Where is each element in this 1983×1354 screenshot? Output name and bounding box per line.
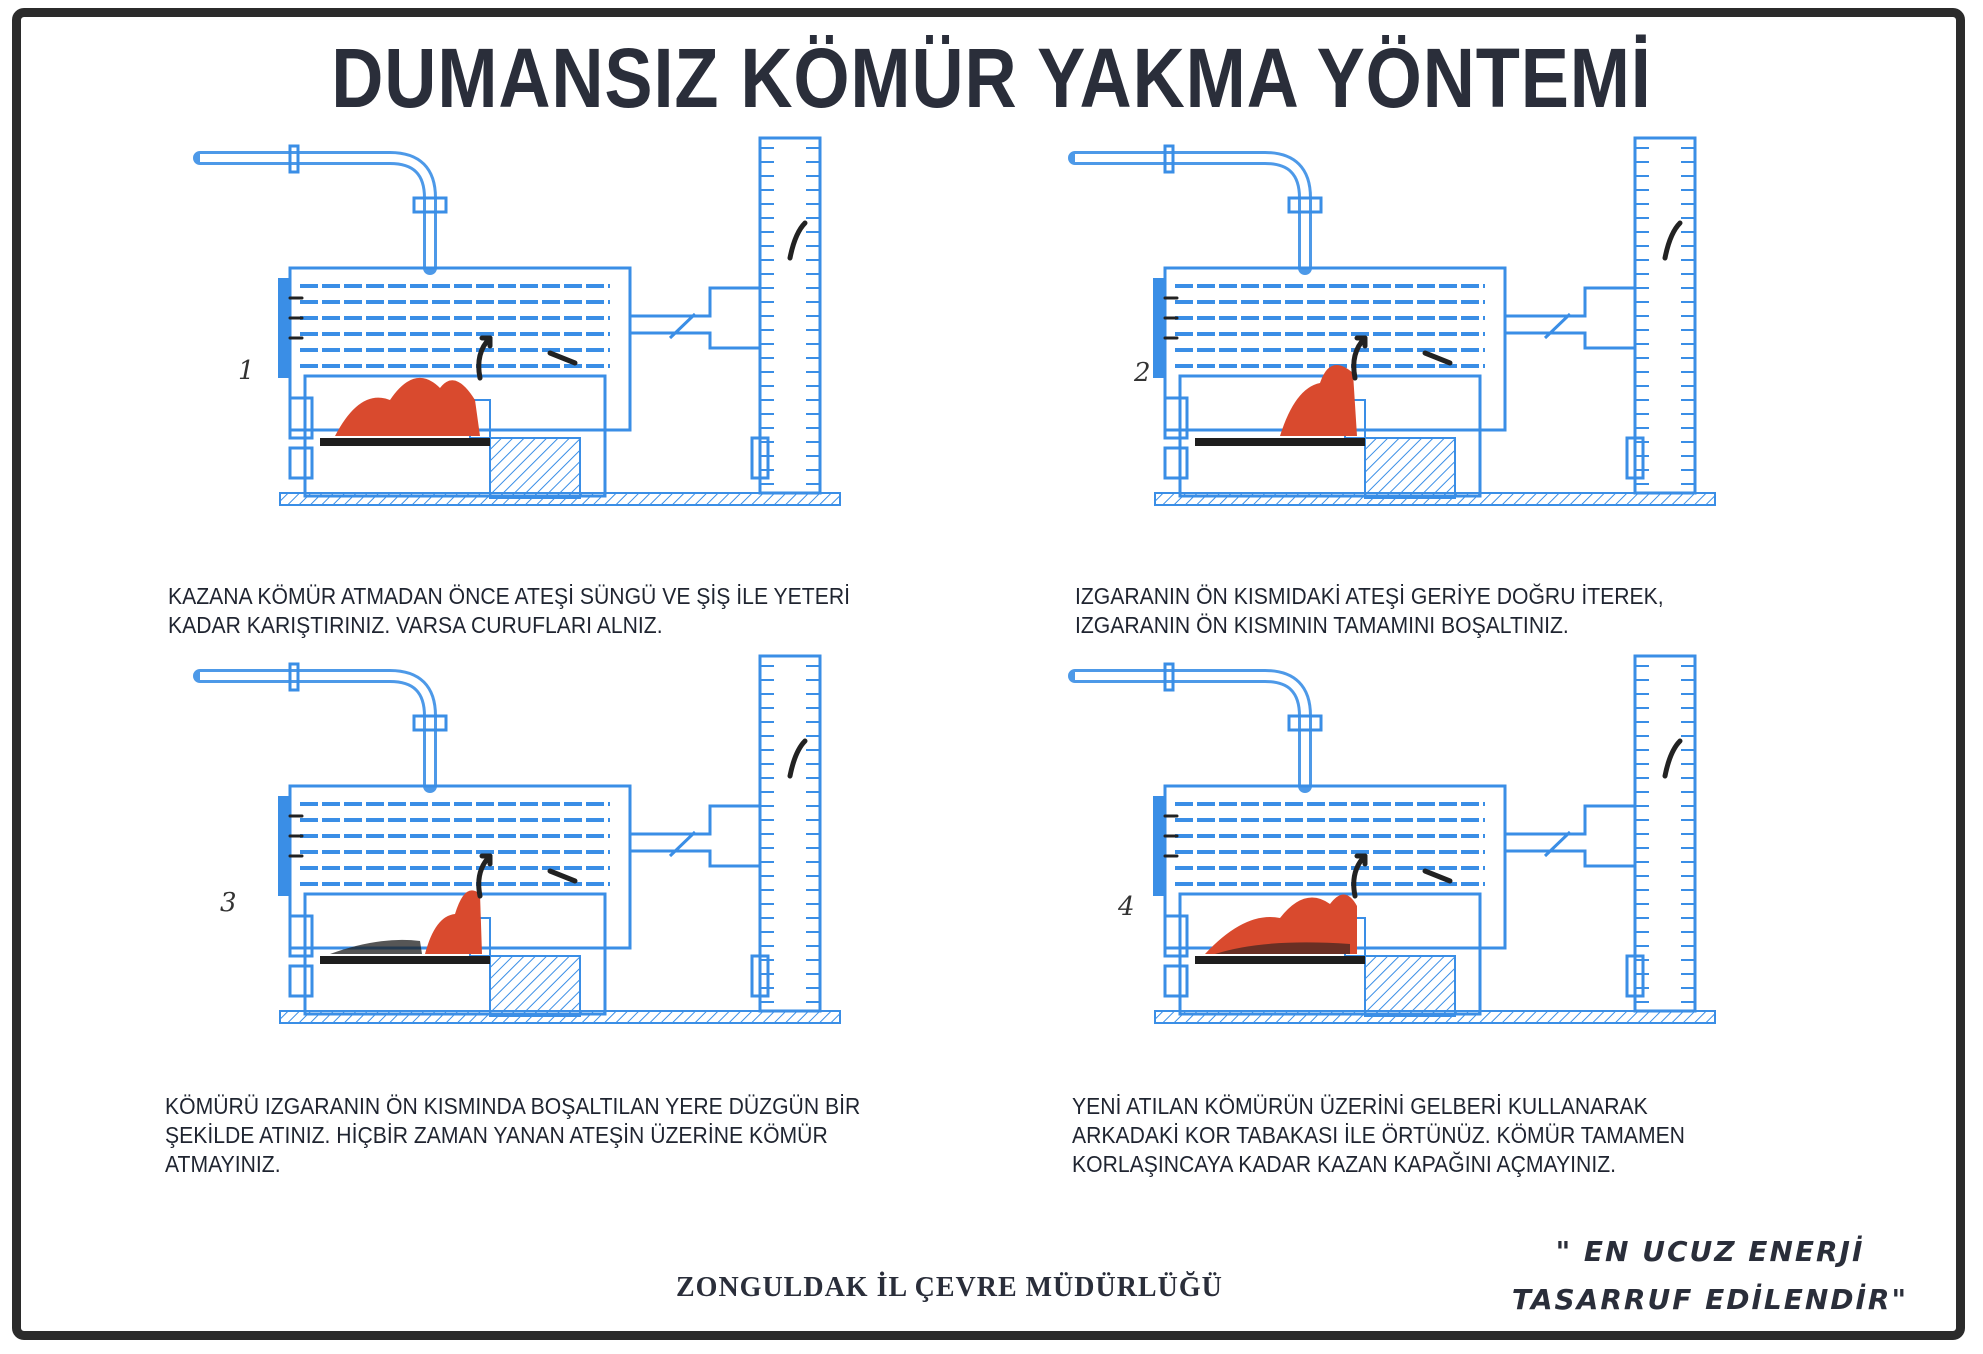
step-caption-1: KAZANA KÖMÜR ATMADAN ÖNCE ATEŞİ SÜNGÜ VE ŞİŞ İLE YETERİ KADAR KARIŞTIRINIZ. VARSA CURUFLARI ALNIZ. xyxy=(168,583,850,638)
flow-arrow xyxy=(790,741,805,776)
boiler-schematic xyxy=(190,656,930,1086)
slogan-line-2: TASARRUF EDİLENDİR" xyxy=(1511,1283,1909,1316)
floor xyxy=(280,493,840,505)
grate xyxy=(1195,438,1365,446)
grate xyxy=(320,438,490,446)
fire-door xyxy=(290,398,312,438)
front-door xyxy=(278,278,290,378)
fire-door xyxy=(1165,398,1187,438)
steam-pipe xyxy=(200,158,430,268)
ash-door xyxy=(1165,448,1187,478)
bridge-wall xyxy=(1365,438,1455,498)
step-caption-2: IZGARANIN ÖN KISMIDAKİ ATEŞİ GERİYE DOĞRU İTEREK, IZGARANIN ÖN KISMININ TAMAMINI BOŞALTINIZ. xyxy=(1075,583,1664,638)
bridge-wall xyxy=(490,956,580,1016)
step-caption-4: YENİ ATILAN KÖMÜRÜN ÜZERİNİ GELBERİ KULLANARAK ARKADAKİ KOR TABAKASI İLE ÖRTÜNÜZ. KÖMÜR TAMAMEN KORLAŞINCAYA KADAR KAZAN KAPAĞINI AÇMAYINIZ. xyxy=(1072,1093,1685,1177)
flow-arrow xyxy=(1425,353,1450,363)
flow-arrow xyxy=(550,353,575,363)
slogan xyxy=(1500,1228,1920,1324)
bridge-wall xyxy=(1365,956,1455,1016)
step-number-2: 2 xyxy=(1134,358,1151,388)
smoke-duct xyxy=(1505,288,1635,348)
fire-bed xyxy=(425,890,482,954)
front-door xyxy=(278,796,290,896)
floor xyxy=(1155,493,1715,505)
steam-pipe xyxy=(200,676,430,786)
grate xyxy=(320,956,490,964)
step-number-1: 1 xyxy=(238,356,255,386)
ash-door xyxy=(1165,966,1187,996)
authority-name: ZONGULDAK İL ÇEVRE MÜDÜRLÜĞÜ xyxy=(676,1272,1223,1303)
steam-pipe xyxy=(1075,676,1305,786)
step-number-3: 3 xyxy=(220,888,237,918)
boiler-diagram-step-2 xyxy=(1065,138,1805,568)
boiler-schematic xyxy=(1065,138,1805,568)
flow-arrow xyxy=(790,223,805,258)
boiler-diagram-step-4 xyxy=(1065,656,1805,1086)
ash-door xyxy=(290,966,312,996)
boiler-schematic xyxy=(1065,656,1805,1086)
floor xyxy=(1155,1011,1715,1023)
slogan-line-1: " EN UCUZ ENERJİ xyxy=(1555,1235,1865,1268)
fire-bed xyxy=(335,378,480,436)
grate xyxy=(1195,956,1365,964)
steam-pipe xyxy=(1075,158,1305,268)
boiler-diagram-step-1 xyxy=(190,138,930,568)
bridge-wall xyxy=(490,438,580,498)
boiler-schematic xyxy=(190,138,930,568)
step-caption-3: KÖMÜRÜ IZGARANIN ÖN KISMINDA BOŞALTILAN YERE DÜZGÜN BİR ŞEKİLDE ATINIZ. HİÇBİR ZAMAN YANAN ATEŞİN ÜZERİNE KÖMÜR ATMAYINIZ. xyxy=(165,1093,861,1177)
poster-title: DUMANSIZ KÖMÜR YAKMA YÖNTEMİ xyxy=(331,31,1652,125)
floor xyxy=(280,1011,840,1023)
smoke-duct xyxy=(630,806,760,866)
smoke-duct xyxy=(630,288,760,348)
flow-arrow xyxy=(1425,871,1450,881)
flow-arrow xyxy=(1665,741,1680,776)
ash-door xyxy=(290,448,312,478)
fire-door xyxy=(290,916,312,956)
boiler-diagram-step-3 xyxy=(190,656,930,1086)
step-number-4: 4 xyxy=(1118,892,1135,922)
front-door xyxy=(1153,796,1165,896)
front-door xyxy=(1153,278,1165,378)
fire-door xyxy=(1165,916,1187,956)
flow-arrow xyxy=(1665,223,1680,258)
smoke-duct xyxy=(1505,806,1635,866)
flow-arrow xyxy=(550,871,575,881)
